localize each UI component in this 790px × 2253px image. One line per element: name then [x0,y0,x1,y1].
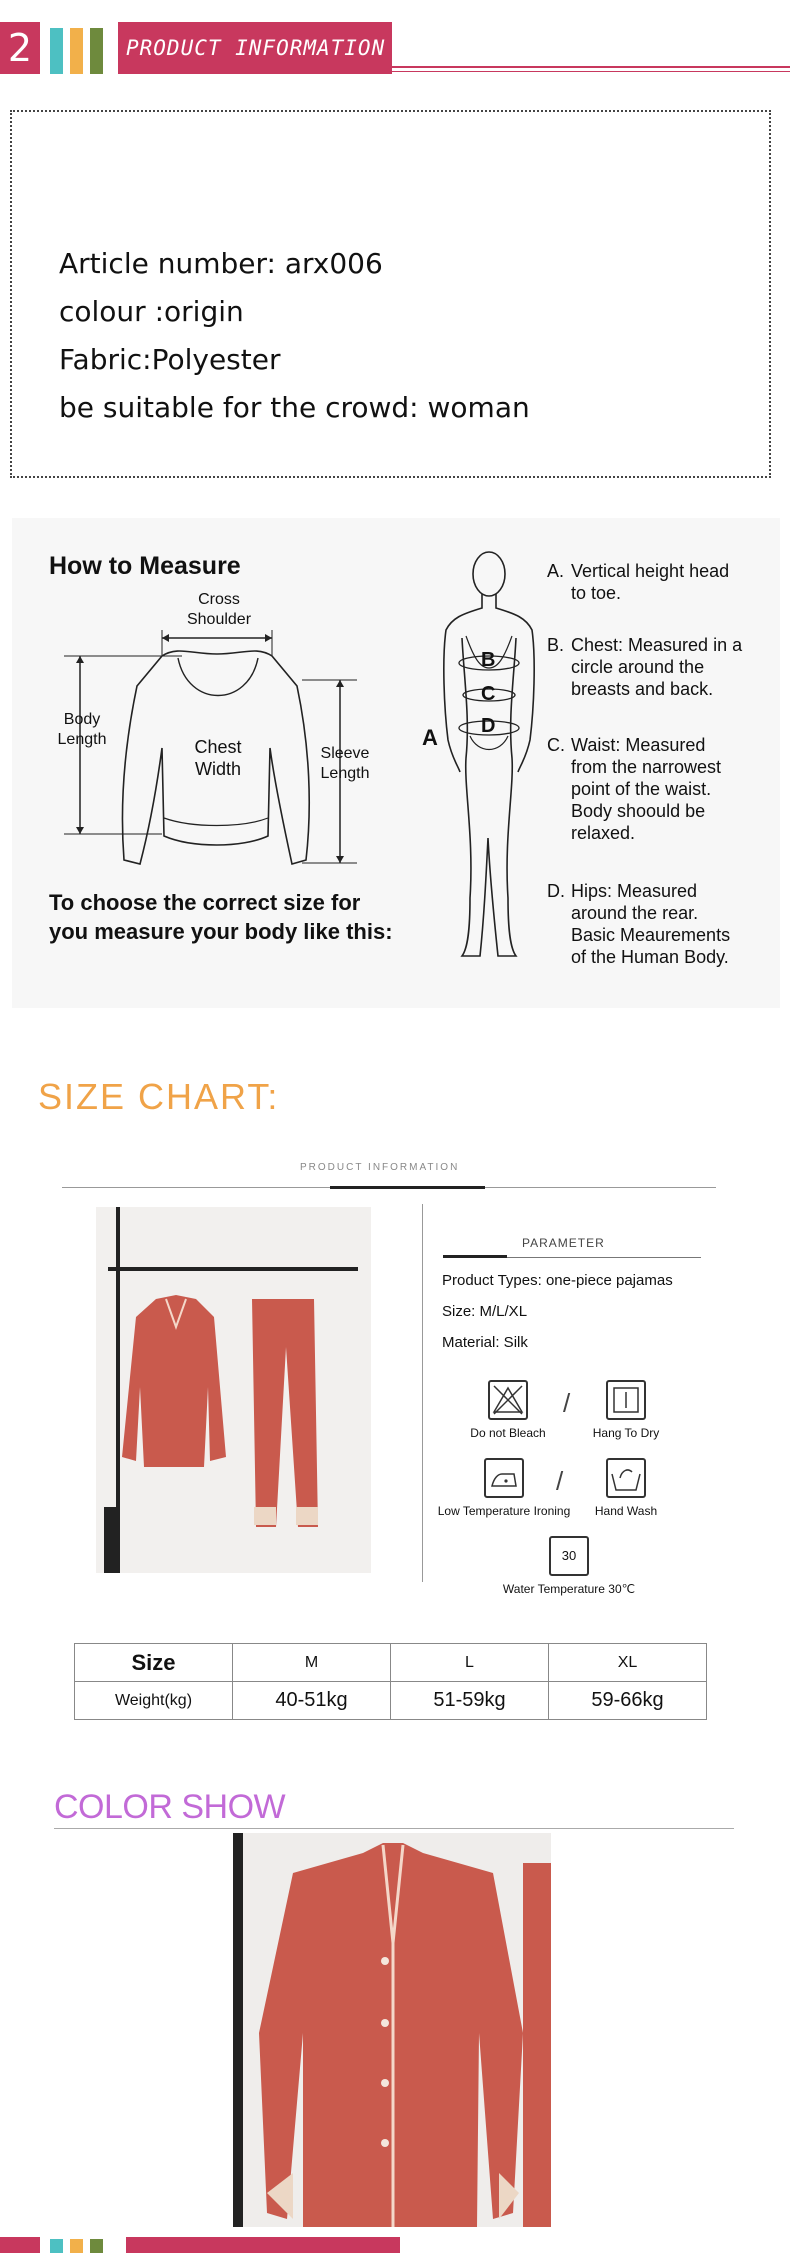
size-table-weight-l: 51-59kg [391,1682,549,1720]
next-section-header [0,2237,790,2253]
material: Material: Silk [442,1334,528,1351]
care-water-temp: 30 Water Temperature 30℃ [484,1536,654,1596]
parameter-heading: PARAMETER [522,1236,605,1250]
marker-a: A [422,725,438,750]
caption-rule-accent [330,1186,485,1189]
size-chart-title: SIZE CHART: [38,1076,280,1117]
step-a: A. Vertical height head to toe. [547,561,730,603]
marker-c: C [481,683,496,705]
hand-wash-icon [606,1458,646,1498]
header-rule-thin [392,71,790,72]
parameter-rule-accent [443,1255,507,1258]
size-table-head-m: M [233,1644,391,1682]
size-range: Size: M/L/XL [442,1303,528,1320]
choose-size-text [49,888,393,946]
care-low-temp-iron: Low Temperature Ironing [426,1458,582,1518]
choose-line-1: To choose the correct size for [49,890,361,915]
wash-30-icon: 30 [549,1536,589,1576]
product-info-caption: PRODUCT INFORMATION [300,1162,460,1173]
product-photo [96,1207,371,1573]
size-table-header [75,1644,707,1682]
color-bar-teal [50,28,63,74]
color-bar-yellow [70,28,83,74]
size-table-row [75,1682,707,1720]
size-table-head-xl: XL [549,1644,707,1682]
color-show-title: COLOR SHOW [54,1788,286,1826]
product-types: Product Types: one-piece pajamas [442,1272,673,1289]
size-table-head-l: L [391,1644,549,1682]
choose-line-2: you measure your body like this: [49,919,393,944]
label-sleeve-length: Sleeve Length [320,745,370,782]
size-table-weight-xl: 59-66kg [549,1682,707,1720]
label-cross-shoulder: Cross Shoulder [186,591,252,628]
article-number: Article number: arx006 [59,247,383,280]
section-title: PRODUCT INFORMATION [118,22,392,74]
how-to-measure-panel [12,518,780,1008]
header-rule [392,66,790,68]
marker-d: D [481,715,496,737]
section-header [0,22,790,78]
color-bar-green [90,28,103,74]
measure-title: How to Measure [49,552,241,580]
marker-b: B [481,649,496,671]
section-number: 2 [0,22,40,74]
no-bleach-icon [488,1380,528,1420]
label-body-length: Body Length [57,711,107,748]
colour: colour :origin [59,295,244,328]
iron-icon [484,1458,524,1498]
care-no-bleach: Do not Bleach [460,1380,556,1440]
step-d: D. Hips: Measured around the rear. Basic Meaurements of the Human Body. [547,881,731,967]
color-show-rule [54,1828,734,1829]
care-separator: / [563,1388,571,1418]
hang-dry-icon [606,1380,646,1420]
step-c: C. Waist: Measured from the narrowest point of the waist. Body shoould be relaxed. [547,735,722,843]
fabric: Fabric:Polyester [59,343,281,376]
vertical-divider [422,1204,423,1582]
pajama-top-illustration [233,1833,551,2227]
product-info-box [10,110,771,478]
color-show-photo [233,1833,551,2227]
care-hand-wash: Hand Wash [578,1458,674,1518]
size-table [74,1643,707,1720]
target-crowd: be suitable for the crowd: woman [59,391,530,424]
care-separator: / [556,1466,564,1496]
label-chest-width: Chest Width [194,737,242,779]
pajama-photo-illustration [96,1207,371,1573]
size-table-head-size: Size [75,1644,233,1682]
step-b: B. Chest: Measured in a circle around the breasts and back. [547,635,743,699]
size-table-weight-m: 40-51kg [233,1682,391,1720]
size-table-weight-label: Weight(kg) [75,1682,233,1720]
care-hang-dry: Hang To Dry [578,1380,674,1440]
